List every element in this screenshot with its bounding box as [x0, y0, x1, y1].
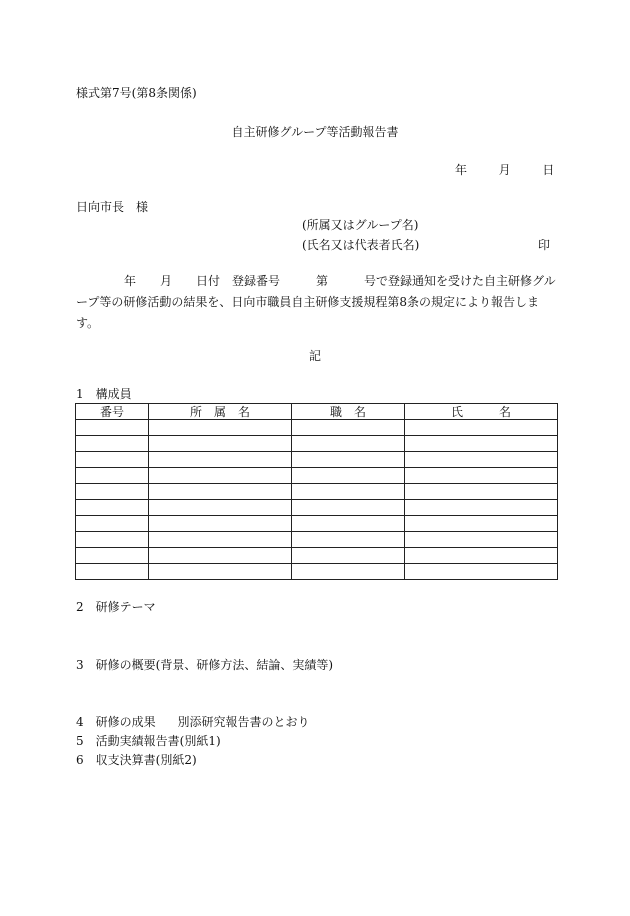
table-cell — [405, 532, 558, 548]
table-cell — [149, 436, 292, 452]
table-row — [76, 468, 558, 484]
table-cell — [292, 500, 405, 516]
section-activity-report-heading: 5 活動実績報告書(別紙1) — [76, 734, 221, 748]
table-row — [76, 484, 558, 500]
table-cell — [76, 420, 149, 436]
form-number: 様式第7号(第8条関係) — [76, 86, 197, 100]
section-results-heading: 4 研修の成果 — [76, 715, 156, 729]
section-results — [76, 713, 309, 730]
table-row — [76, 516, 558, 532]
table-cell — [76, 452, 149, 468]
table-cell — [76, 532, 149, 548]
table-cell — [405, 436, 558, 452]
date-line — [455, 161, 554, 178]
table-cell — [76, 436, 149, 452]
section-theme-heading: 2 研修テーマ — [76, 600, 156, 614]
table-row — [76, 532, 558, 548]
table-cell — [149, 420, 292, 436]
seal-mark: 印 — [538, 238, 551, 252]
addressee: 日向市長 様 — [76, 200, 149, 214]
section-overview-heading: 3 研修の概要(背景、研修方法、結論、実績等) — [76, 658, 333, 672]
table-row — [76, 564, 558, 580]
table-cell — [405, 452, 558, 468]
table-cell — [292, 484, 405, 500]
table-cell — [292, 436, 405, 452]
table-cell — [149, 484, 292, 500]
section-results-note: 別添研究報告書のとおり — [177, 715, 310, 729]
table-cell — [76, 500, 149, 516]
table-cell — [292, 516, 405, 532]
table-cell — [292, 452, 405, 468]
column-header-position: 職 名 — [292, 404, 405, 420]
table-row — [76, 548, 558, 564]
table-cell — [405, 484, 558, 500]
table-cell — [76, 484, 149, 500]
date-year: 年 — [455, 163, 468, 177]
table-cell — [292, 532, 405, 548]
table-cell — [149, 516, 292, 532]
report-body-text: 年 月 日付 登録番号 第 号で登録通知を受けた自主研修グループ等の研修活動の結果を、日向市職員自主研修支援規程第8条の規定により報告します。 — [76, 274, 556, 330]
table-cell — [76, 548, 149, 564]
section-budget-heading: 6 収支決算書(別紙2) — [76, 753, 197, 767]
affiliation-label: (所属又はグループ名) — [302, 218, 419, 232]
table-row — [76, 436, 558, 452]
table-cell — [149, 548, 292, 564]
table-cell — [405, 420, 558, 436]
table-cell — [292, 548, 405, 564]
table-cell — [405, 468, 558, 484]
column-header-affiliation: 所 属 名 — [149, 404, 292, 420]
document-title: 自主研修グループ等活動報告書 — [231, 125, 399, 139]
table-row — [76, 420, 558, 436]
table-cell — [405, 548, 558, 564]
table-cell — [76, 468, 149, 484]
table-cell — [405, 500, 558, 516]
column-header-number: 番号 — [76, 404, 149, 420]
table-cell — [149, 500, 292, 516]
section-members-heading: 1 構成員 — [76, 387, 132, 401]
table-cell — [405, 516, 558, 532]
table-cell — [292, 420, 405, 436]
table-cell — [76, 516, 149, 532]
table-row — [76, 500, 558, 516]
table-cell — [149, 452, 292, 468]
members-table-header — [76, 404, 558, 420]
table-cell — [149, 564, 292, 580]
table-cell — [149, 532, 292, 548]
date-month: 月 — [498, 163, 511, 177]
members-table — [75, 403, 558, 580]
column-header-name: 氏 名 — [405, 404, 558, 420]
table-cell — [76, 564, 149, 580]
table-row — [76, 452, 558, 468]
representative-name-label: (氏名又は代表者氏名) — [302, 238, 420, 252]
table-cell — [149, 468, 292, 484]
table-cell — [292, 564, 405, 580]
table-cell — [292, 468, 405, 484]
date-day: 日 — [542, 163, 555, 177]
ki-heading: 記 — [308, 349, 321, 363]
table-cell — [405, 564, 558, 580]
